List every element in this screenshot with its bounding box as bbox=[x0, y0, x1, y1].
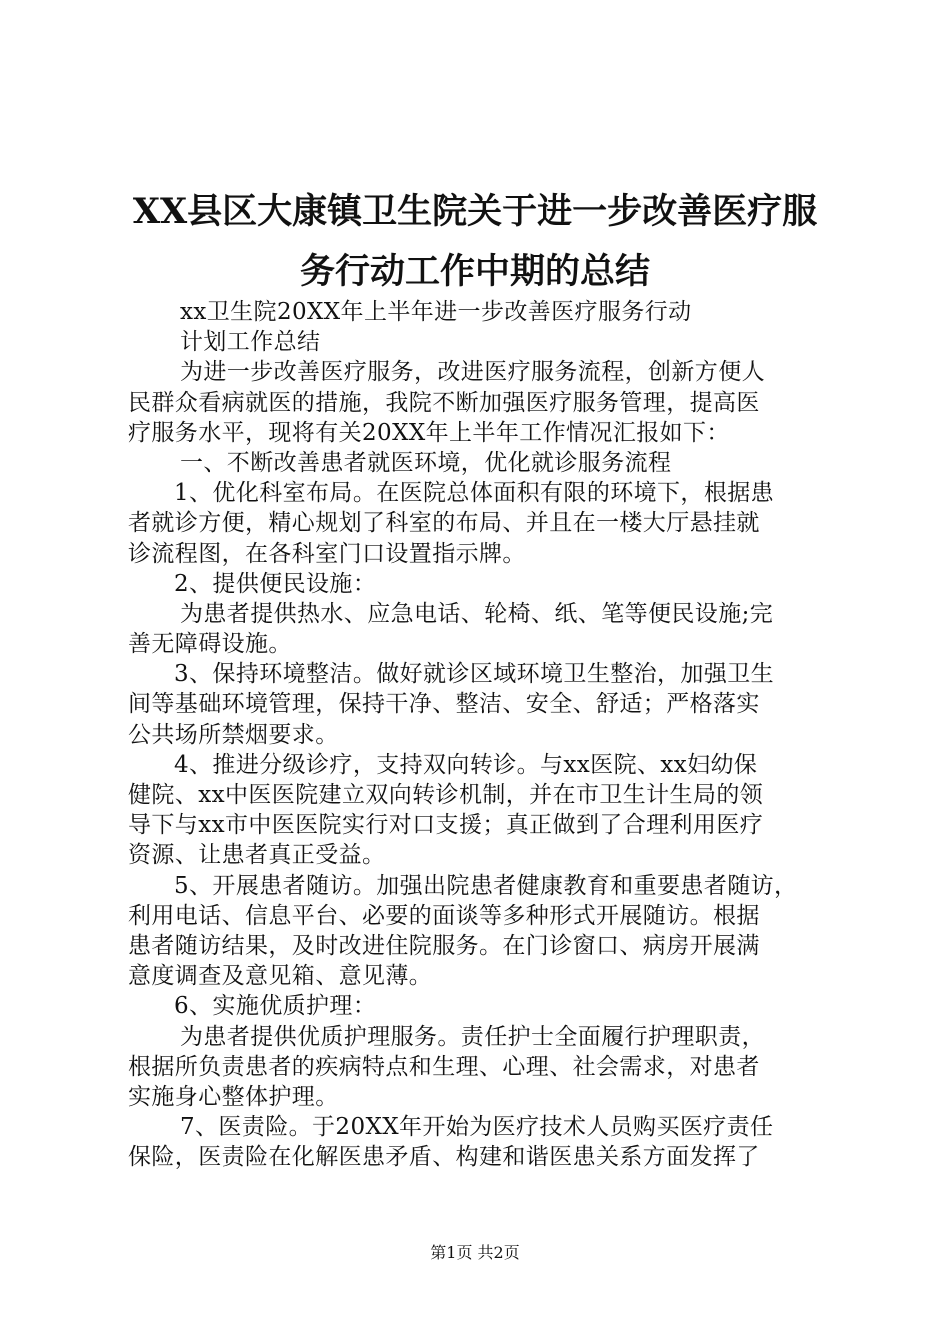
body-line: 患者随访结果，及时改进住院服务。在门诊窗口、病房开展满 bbox=[128, 932, 760, 959]
body-line: 计划工作总结 bbox=[180, 329, 321, 356]
body-line: 利用电话、信息平台、必要的面谈等多种形式开展随访。根据 bbox=[128, 902, 760, 929]
document-title-line-2: 务行动工作中期的总结 bbox=[299, 251, 650, 292]
body-line: 公共场所禁烟要求。 bbox=[128, 721, 339, 748]
document-title-line-1: XX县区大康镇卫生院关于进一步改善医疗服 bbox=[132, 191, 818, 232]
body-line: 7、医责险。于20XX年开始为医疗技术人员购买医疗责任 bbox=[180, 1114, 774, 1141]
body-line: 4、推进分级诊疗，支持双向转诊。与xx医院、xx妇幼保 bbox=[174, 751, 758, 778]
body-line: 1、优化科室布局。在医院总体面积有限的环境下，根据患 bbox=[174, 480, 775, 507]
body-line: 根据所负责患者的疾病特点和生理、心理、社会需求，对患者 bbox=[128, 1053, 760, 1080]
body-line: 善无障碍设施。 bbox=[128, 631, 292, 658]
body-line: 5、开展患者随访。加强出院患者健康教育和重要患者随访， bbox=[174, 872, 798, 899]
body-line: 资源、让患者真正受益。 bbox=[128, 842, 386, 869]
body-line: xx卫生院20XX年上半年进一步改善医疗服务行动 bbox=[180, 299, 692, 325]
document-body bbox=[128, 297, 838, 1172]
body-line: 意度调查及意见箱、意见薄。 bbox=[128, 963, 433, 990]
body-line: 健院、xx中医医院建立双向转诊机制，并在市卫生计生局的领 bbox=[128, 782, 764, 808]
body-line: 一、不断改善患者就医环境，优化就诊服务流程 bbox=[180, 449, 672, 476]
body-line: 6、实施优质护理： bbox=[174, 993, 377, 1020]
body-line: 为患者提供优质护理服务。责任护士全面履行护理职责， bbox=[180, 1023, 765, 1050]
page-number: 第1页 共2页 bbox=[430, 1243, 520, 1262]
body-line: 2、提供便民设施： bbox=[174, 570, 377, 597]
body-line: 诊流程图，在各科室门口设置指示牌。 bbox=[128, 540, 526, 567]
body-line: 保险，医责险在化解医患矛盾、构建和谐医患关系方面发挥了 bbox=[128, 1144, 760, 1171]
body-line: 民群众看病就医的措施，我院不断加强医疗服务管理，提高医 bbox=[128, 389, 760, 416]
body-line: 导下与xx市中医医院实行对口支援；真正做到了合理利用医疗 bbox=[128, 812, 764, 839]
body-line: 为进一步改善医疗服务，改进医疗服务流程，创新方便人 bbox=[180, 359, 765, 386]
body-line: 者就诊方便，精心规划了科室的布局、并且在一楼大厅悬挂就 bbox=[128, 510, 760, 537]
body-line: 实施身心整体护理。 bbox=[128, 1083, 339, 1110]
body-line: 3、保持环境整洁。做好就诊区域环境卫生整治，加强卫生 bbox=[174, 661, 775, 688]
body-line: 疗服务水平，现将有关20XX年上半年工作情况汇报如下： bbox=[128, 419, 730, 446]
body-line: 为患者提供热水、应急电话、轮椅、纸、笔等便民设施;完 bbox=[180, 600, 774, 627]
body-line: 间等基础环境管理，保持干净、整洁、安全、舒适；严格落实 bbox=[128, 691, 760, 718]
